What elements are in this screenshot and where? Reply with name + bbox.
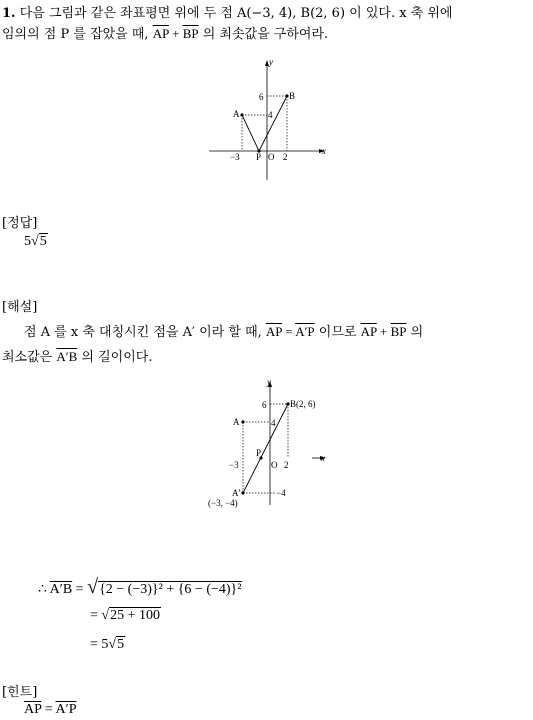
problem-text-2: 임의의 점 P 를 잡았을 때, — [2, 27, 149, 42]
sqrt-sign: √ — [108, 637, 117, 652]
explanation-text-2: 이므로 — [314, 325, 357, 340]
coordinate-figure-1 — [205, 58, 330, 188]
equals-sign: = — [90, 608, 102, 623]
label-a: A — [233, 109, 240, 119]
x-label: x — [321, 453, 325, 463]
segment-bp: $\overline{BP}$ — [182, 26, 199, 41]
x-label: x — [322, 146, 326, 156]
explanation-text-4: 최소값은 — [2, 350, 53, 365]
hint-equation — [24, 702, 76, 718]
tick-neg4: −4 — [276, 488, 286, 498]
equals-sign: = — [72, 582, 88, 597]
equals-sign: = — [41, 702, 56, 717]
tick-neg3: −3 — [230, 152, 240, 162]
label-p: P — [256, 152, 262, 162]
label-b: B — [289, 91, 296, 101]
y-label: y — [269, 58, 273, 67]
segment-aprime-p: A′P — [55, 702, 77, 717]
segment-aprime-b — [243, 404, 288, 493]
tick-6: 6 — [259, 92, 264, 102]
point-a — [240, 113, 243, 116]
problem-number: 1. — [2, 6, 16, 21]
hint-label: [힌트] — [2, 685, 38, 700]
point-aprime — [241, 491, 244, 494]
segment-aprime-b: A′B — [56, 349, 78, 364]
derivation-line-2 — [90, 608, 161, 624]
tick-2: 2 — [283, 152, 288, 162]
answer-value — [24, 234, 48, 250]
answer-radicand: 5 — [39, 234, 47, 249]
segment-ap: $\overline{AP}$ — [152, 26, 169, 41]
radicand-1: {2 − (−3)}² + {6 − (−4)}² — [99, 582, 242, 597]
explanation-line-2 — [2, 346, 152, 365]
derivation-line-3 — [90, 637, 125, 653]
segment-aprime-b: A′B — [49, 582, 73, 597]
plus-sign: + — [376, 324, 391, 339]
sqrt-sign: √ — [87, 576, 99, 598]
explanation-label: [해설] — [2, 300, 38, 315]
coord-aprime: (−3, −4) — [208, 498, 238, 508]
label-a: A — [233, 417, 240, 427]
problem-text-3: 의 최솟값을 구하여라. — [198, 27, 329, 42]
coordinate-figure-2 — [204, 377, 339, 512]
segment-p-b — [259, 96, 287, 151]
sqrt-sign: √ — [101, 608, 110, 623]
tick-4: 4 — [271, 418, 276, 428]
tick-6: 6 — [262, 400, 267, 410]
explanation-text-1: 점 A 를 x 축 대칭시킨 점을 A′ 이라 할 때, — [24, 325, 262, 340]
label-o: O — [271, 460, 278, 470]
tick-neg3: −3 — [229, 460, 239, 470]
sqrt-sign: √ — [31, 234, 39, 249]
derivation-line-1 — [38, 576, 242, 599]
segment-ap: $\overline{AP}$ — [360, 324, 377, 339]
radicand-2: 25 + 100 — [110, 608, 160, 623]
label-b: B(2, 6) — [290, 399, 316, 409]
explanation-text-5: 의 길이이다. — [77, 350, 153, 365]
therefore-symbol: ∴ — [38, 582, 47, 597]
equals-sign: = — [90, 637, 102, 652]
segment-ap: $\overline{AP}$ — [265, 324, 283, 339]
label-p: P — [256, 448, 262, 458]
tick-2: 2 — [284, 460, 289, 470]
answer-coef: 5 — [24, 234, 31, 249]
y-label: y — [267, 377, 271, 387]
problem-line-2 — [2, 23, 328, 42]
tick-4: 4 — [268, 110, 273, 120]
point-a — [241, 420, 244, 423]
answer-label: [정답] — [2, 216, 38, 231]
explanation-line-1 — [24, 321, 423, 340]
segment-ap: $\overline{AP}$ — [24, 702, 42, 717]
explanation-text-3: 의 — [406, 325, 424, 340]
segment-aprime-p: A′P — [295, 324, 315, 339]
label-o: O — [268, 152, 275, 162]
result-coef: 5 — [101, 637, 109, 652]
problem-line-1 — [2, 2, 453, 21]
plus-sign: + — [168, 26, 183, 41]
segment-bp: $\overline{BP}$ — [390, 324, 407, 339]
equals-sign: = — [282, 324, 296, 339]
label-aprime: A′ — [232, 488, 241, 498]
segment-a-p — [242, 115, 259, 151]
problem-text-1: 다음 그림과 같은 좌표평면 위에 두 점 A(−3, 4), B(2, 6) 이 있다. x 축 위에 — [19, 6, 453, 21]
radicand-3: 5 — [117, 637, 125, 652]
